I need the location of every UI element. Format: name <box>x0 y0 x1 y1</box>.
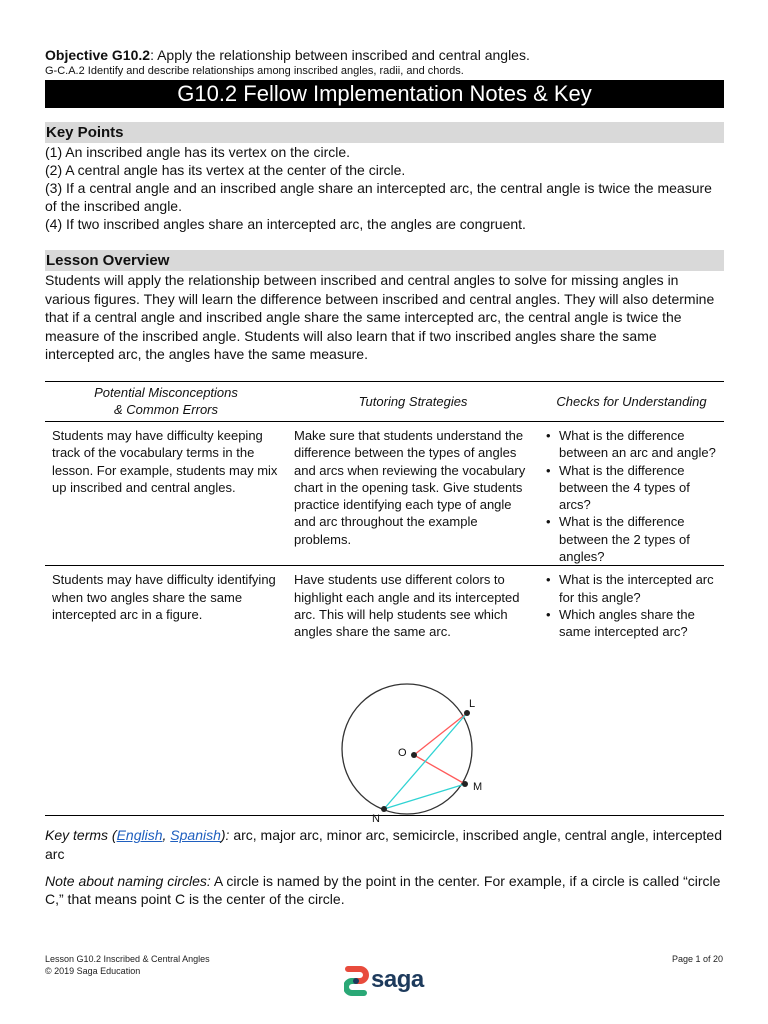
key-points-list <box>45 143 724 233</box>
key-point-item: (1) An inscribed angle has its vertex on the circle. <box>45 144 351 160</box>
key-point-item: (3) If a central angle and an inscribed angle share an intercepted arc, the central angle is twice the measure of the inscribed angle. <box>45 180 712 214</box>
table-row <box>45 421 724 565</box>
central-segment-OM <box>414 755 465 784</box>
logo-dot <box>353 978 359 984</box>
point-L <box>464 710 470 716</box>
note-text: A circle is named by the point in the center. For example, if a circle is called “circle C,” that means point C is the center of the circle. <box>45 872 721 908</box>
central-segment-OL <box>414 713 467 755</box>
circle-figure <box>295 677 505 827</box>
note-label: Note about naming circles: <box>45 872 211 889</box>
key-points-heading: Key Points <box>45 122 724 143</box>
key-terms-label-close: ): <box>220 827 230 844</box>
key-point-item: (2) A central angle has its vertex at the center of the circle. <box>45 162 406 178</box>
inscribed-segment-NM <box>384 784 465 809</box>
misconception-cell: Students may have difficulty keeping track of the vocabulary terms in the lesson. For example, students may mix up inscribed and central angles. <box>45 421 287 565</box>
checks-list <box>546 427 717 565</box>
circle-diagram <box>295 677 505 827</box>
key-terms-list: arc, major arc, minor arc, semicircle, inscribed angle, central angle, intercepted arc <box>45 827 722 862</box>
naming-circles-note <box>45 872 724 909</box>
point-N <box>381 806 387 812</box>
english-link[interactable]: English <box>116 827 163 844</box>
checks-list <box>546 571 717 640</box>
footer-page-number: Page 1 of 20 <box>671 954 723 964</box>
check-item: • What is the difference between the 2 types of angles? <box>546 513 717 565</box>
key-terms-label: Key terms ( <box>45 827 117 844</box>
check-item: • What is the intercepted arc for this angle? <box>546 571 717 606</box>
footer-lesson: Lesson G10.2 Inscribed & Central Angles <box>45 954 210 964</box>
saga-logo <box>344 966 424 998</box>
lesson-overview-heading: Lesson Overview <box>45 250 724 271</box>
checks-cell <box>539 566 724 816</box>
header-misconceptions-label: Potential Misconceptions & Common Errors <box>94 385 238 418</box>
circle-outline <box>342 684 472 814</box>
objective-line <box>45 47 724 64</box>
header-misconceptions <box>45 381 287 421</box>
center-point-O <box>411 752 417 758</box>
table-header-row <box>45 381 724 421</box>
objective-label: Objective G10.2 <box>45 47 151 63</box>
header-checks: Checks for Understanding <box>539 381 724 421</box>
objective-text: : Apply the relationship between inscribed and central angles. <box>150 47 530 63</box>
strategy-cell: Have students use different colors to highlight each angle and its intercepted arc. This will help students see which angles share the same arc. <box>287 566 539 816</box>
key-terms-separator: , <box>162 827 171 844</box>
footer-left <box>45 953 210 977</box>
label-N: N <box>372 813 380 825</box>
point-M <box>462 781 468 787</box>
checks-cell <box>539 421 724 565</box>
page-title: G10.2 Fellow Implementation Notes & Key <box>45 80 724 108</box>
inscribed-segment-NL <box>384 713 467 809</box>
strategy-cell: Make sure that students understand the difference between the types of angles and arcs when reviewing the vocabulary chart in the opening task. Give students practice identifying each type of angle and arc throughout the example problems. <box>287 421 539 565</box>
label-L: L <box>469 698 476 710</box>
saga-logo-icon <box>344 966 370 998</box>
spanish-link[interactable]: Spanish <box>170 827 221 844</box>
misconception-cell: Students may have difficulty identifying when two angles share the same intercepted arc in a figure. <box>45 566 287 816</box>
standard-text: G-C.A.2 Identify and describe relationships among inscribed angles, radii, and chords. <box>45 65 464 77</box>
label-M: M <box>473 781 483 793</box>
label-O: O <box>398 747 407 759</box>
footer-copyright: © 2019 Saga Education <box>45 966 141 976</box>
check-item: • What is the difference between an arc and angle? <box>546 427 717 462</box>
key-terms <box>45 826 724 863</box>
lesson-overview-text: Students will apply the relationship between inscribed and central angles to solve for missing angles in various figures. They will learn the difference between inscribed and central angles. They will also determine that if a central angle and inscribed angle share the same intercepted arc, the central angle is twice the measure of the inscribed angle. Students will also learn that if two inscribed angles share the same intercepted arc, the angles have the same measure. <box>45 272 715 363</box>
check-item: • Which angles share the same intercepted arc? <box>546 606 717 641</box>
check-item: • What is the difference between the 4 types of arcs? <box>546 462 717 514</box>
header-strategies: Tutoring Strategies <box>287 381 539 421</box>
saga-logo-text: saga <box>371 966 424 993</box>
key-point-item: (4) If two inscribed angles share an intercepted arc, the angles are congruent. <box>45 216 526 232</box>
